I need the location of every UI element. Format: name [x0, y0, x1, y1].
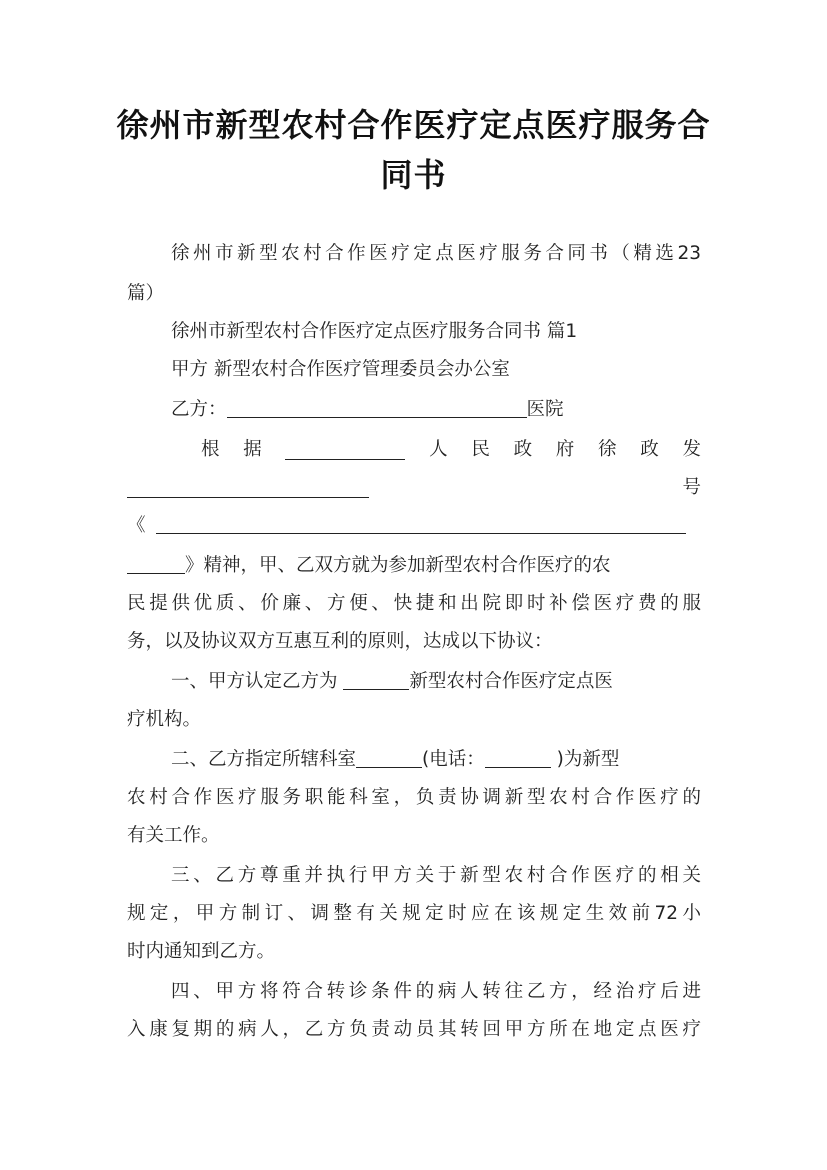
- clause-2-text-c: )为新型: [550, 749, 620, 770]
- paragraph-line: 三、乙方尊重并执行甲方关于新型农村合作医疗的相关: [171, 865, 701, 886]
- spread-char: 据: [243, 439, 262, 460]
- spread-char: 根: [201, 439, 220, 460]
- spread-char: 民: [471, 439, 490, 460]
- spread-char: 人: [429, 439, 448, 460]
- paragraph-line: 甲方 新型农村合作医疗管理委员会办公室: [171, 359, 510, 380]
- spirit-line: [127, 552, 701, 580]
- paragraph-line: 务，以及协议双方互惠互利的原则，达成以下协议：: [127, 631, 553, 652]
- paragraph-line: 有关工作。: [127, 825, 220, 846]
- spread-char: 发: [682, 439, 701, 460]
- paragraph-line: 四、甲方将符合转诊条件的病人转往乙方，经治疗后进: [171, 981, 701, 1002]
- blank-field: [356, 748, 422, 768]
- open-bracket: 《: [127, 515, 146, 536]
- blank-field: [127, 554, 185, 574]
- spread-char: 政: [513, 439, 533, 460]
- blank-field: [343, 670, 409, 690]
- blank-field: [227, 398, 527, 418]
- paragraph-line: 徐州市新型农村合作医疗定点医疗服务合同书 篇1: [171, 321, 578, 342]
- party-b-label: 乙方：: [171, 399, 227, 420]
- paragraph-line: 规定，甲方制订、调整有关规定时应在该规定生效前72小: [127, 903, 701, 924]
- number-suffix: 号: [682, 477, 701, 498]
- document-title: [100, 100, 727, 200]
- spread-char: 政: [640, 439, 659, 460]
- basis-line: [127, 436, 701, 464]
- paragraph-line: 时内通知到乙方。: [127, 941, 276, 962]
- title-line-1: 徐州市新型农村合作医疗定点医疗服务合: [116, 106, 711, 144]
- clause-1-line: [127, 668, 701, 696]
- hospital-label: 医院: [526, 399, 564, 420]
- clause-2-text-a: 二、乙方指定所辖科室: [171, 749, 357, 770]
- blank-field: [285, 440, 405, 460]
- spread-char: 徐: [598, 439, 617, 460]
- blank-field: [485, 748, 551, 768]
- spread-char: 府: [555, 439, 575, 460]
- clause-1-text-b: 新型农村合作医疗定点医: [409, 671, 613, 692]
- clause-1-text-a: 一、甲方认定乙方为: [171, 671, 344, 692]
- title-line-2: 同书: [380, 156, 447, 194]
- paragraph-line: 农村合作医疗服务职能科室，负责协调新型农村合作医疗的: [127, 787, 701, 808]
- document-number-line: [127, 474, 701, 502]
- blank-field: [127, 478, 369, 498]
- clause-2-text-b: (电话：: [422, 749, 485, 770]
- paragraph-line: 疗机构。: [127, 709, 202, 730]
- spirit-text: 》精神，甲、乙双方就为参加新型农村合作医疗的农: [185, 555, 611, 576]
- clause-2-line: [127, 746, 701, 774]
- paragraph-line: 民提供优质、价廉、方便、快捷和出院即时补偿医疗费的服: [127, 593, 701, 614]
- paragraph-line: 篇）: [127, 283, 165, 304]
- party-b-line: [127, 396, 701, 424]
- paragraph-line: 入康复期的病人，乙方负责动员其转回甲方所在地定点医疗: [127, 1019, 701, 1040]
- paragraph-line: 徐州市新型农村合作医疗定点医疗服务合同书（精选23: [171, 243, 701, 264]
- document-name-line: [127, 512, 701, 540]
- blank-field: [156, 514, 686, 534]
